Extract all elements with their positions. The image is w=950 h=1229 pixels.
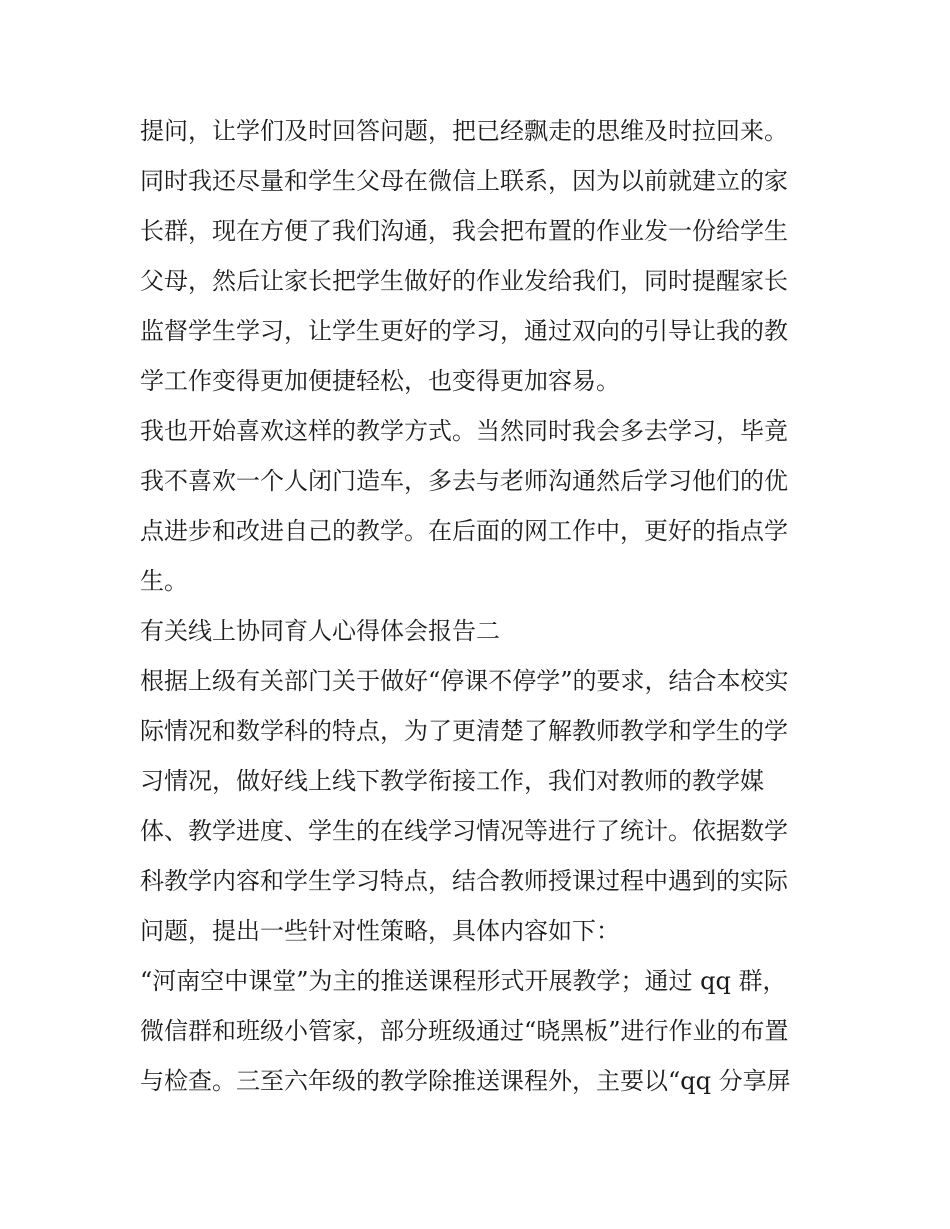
text-line: 根据上级有关部门关于做好“停课不停学”的要求，结合本校实	[140, 667, 789, 695]
text-line: 学工作变得更加便捷轻松，也变得更加容易。	[140, 367, 620, 395]
text-line: 父母，然后让家长把学生做好的作业发给我们，同时提醒家长	[140, 267, 788, 295]
text-line: “河南空中课堂”为主的推送课程形式开展教学；通过 qq 群，	[140, 967, 787, 995]
text-line: 科教学内容和学生学习特点，结合教师授课过程中遇到的实际	[140, 867, 788, 895]
text-line: 体、教学进度、学生的在线学习情况等进行了统计。依据数学	[140, 817, 788, 845]
text-line: 监督学生学习，让学生更好的学习，通过双向的引导让我的教	[140, 317, 788, 345]
text-line: 生。	[140, 567, 188, 595]
text-line: 微信群和班级小管家，部分班级通过“晓黑板”进行作业的布置	[140, 1017, 789, 1045]
text-line: 长群，现在方便了我们沟通，我会把布置的作业发一份给学生	[140, 217, 788, 245]
text-line: 习情况，做好线上线下教学衔接工作，我们对教师的教学媒	[140, 767, 764, 795]
text-line: 际情况和数学科的特点，为了更清楚了解教师教学和学生的学	[140, 717, 788, 745]
text-line: 点进步和改进自己的教学。在后面的网工作中，更好的指点学	[140, 517, 788, 545]
text-line: 同时我还尽量和学生父母在微信上联系，因为以前就建立的家	[140, 167, 788, 195]
text-line: 我不喜欢一个人闭门造车，多去与老师沟通然后学习他们的优	[140, 467, 788, 495]
text-line: 我也开始喜欢这样的教学方式。当然同时我会多去学习，毕竟	[140, 417, 788, 445]
text-line: 提问，让学们及时回答问题，把已经飘走的思维及时拉回来。	[140, 117, 788, 145]
section-heading: 有关线上协同育人心得体会报告二	[140, 617, 500, 645]
text-line: 与检查。三至六年级的教学除推送课程外，主要以“qq 分享屏	[140, 1067, 791, 1095]
text-line: 问题，提出一些针对性策略，具体内容如下：	[140, 917, 620, 945]
document-text-body	[140, 106, 830, 1106]
